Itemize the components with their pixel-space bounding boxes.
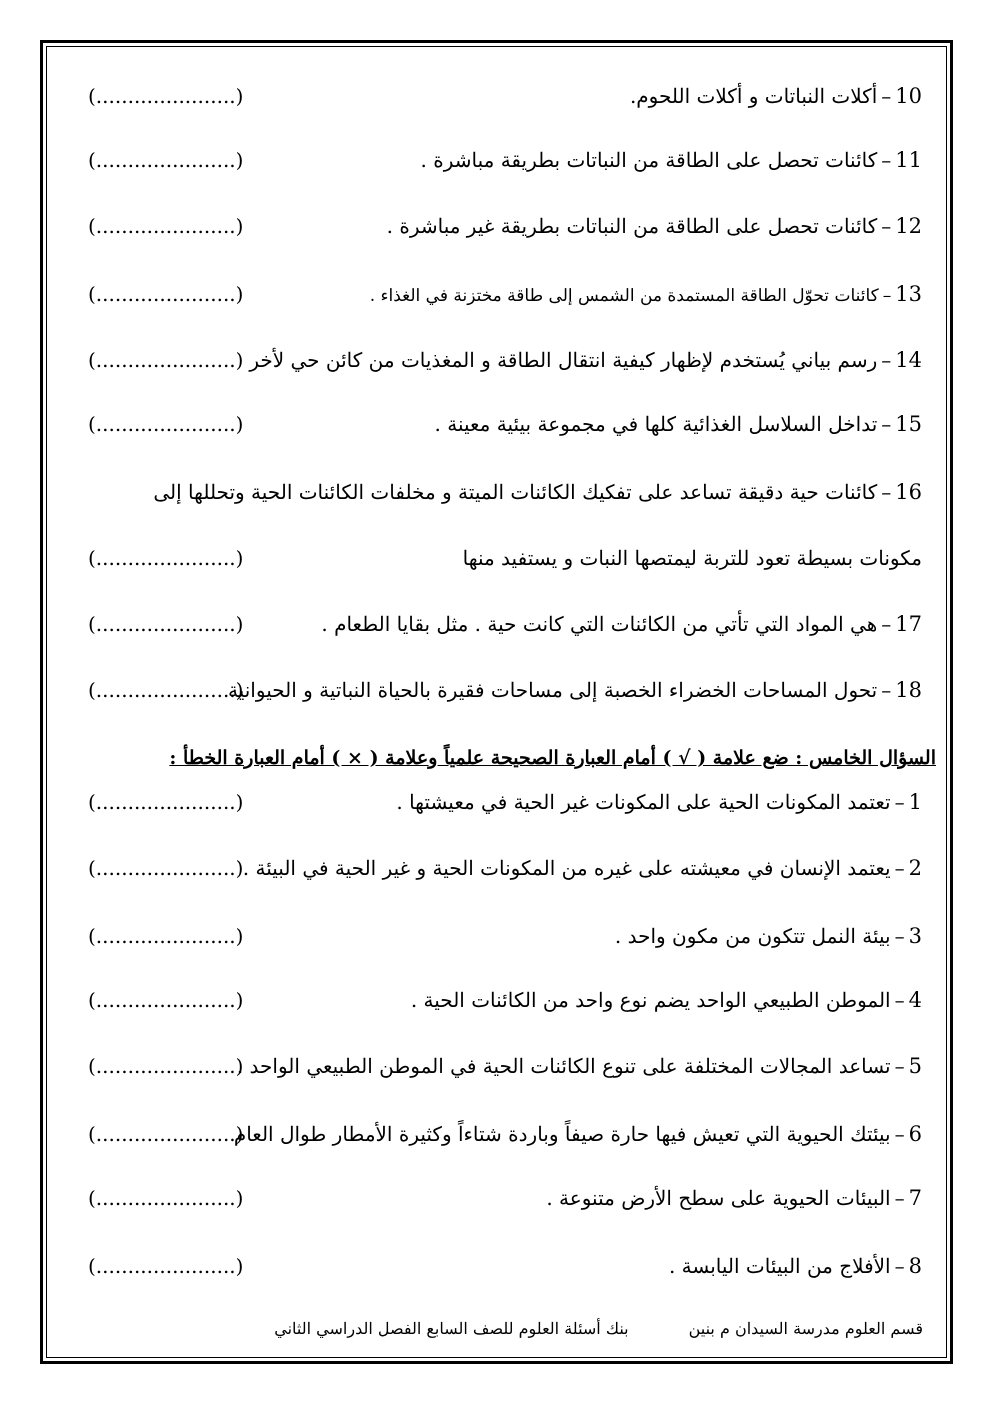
answer-blank[interactable]: (......................) [88, 282, 244, 306]
question-row: 11–كائنات تحصل على الطاقة من النباتات بطريقة مباشرة . (......................) [60, 140, 922, 180]
question-number: 13 [895, 282, 922, 306]
question-row: 10–أكلات النباتات و أكلات اللحوم. (......................) [60, 76, 922, 116]
question-number: 10 [895, 84, 922, 108]
question-row: 2–يعتمد الإنسان في معيشته على غيره من المكونات الحية و غير الحية في البيئة . (......................) [60, 848, 922, 888]
question-text: الأفلاج من البيئات اليابسة . [668, 1254, 891, 1278]
question-text: أكلات النباتات و أكلات اللحوم. [629, 84, 878, 108]
question-number: 5 [908, 1054, 922, 1078]
question-number: 15 [895, 412, 922, 436]
question-row: 13–كائنات تحوّل الطاقة المستمدة من الشمس إلى طاقة مختزنة في الغذاء . (......................) [60, 274, 922, 314]
answer-blank[interactable]: (......................) [88, 546, 244, 570]
footer-school: قسم العلوم مدرسة السيدان م بنين [688, 1319, 923, 1338]
question-number: 14 [895, 348, 922, 372]
question-text: البيئات الحيوية على سطح الأرض متنوعة . [546, 1186, 891, 1210]
answer-blank[interactable]: (......................) [88, 988, 244, 1012]
question-row: 4–الموطن الطبيعي الواحد يضم نوع واحد من الكائنات الحية . (......................) [60, 980, 922, 1020]
question-number: 6 [908, 1122, 922, 1146]
question-number: 16 [895, 480, 922, 504]
answer-blank[interactable]: (......................) [88, 148, 244, 172]
question-row: 17–هي المواد التي تأتي من الكائنات التي كانت حية . مثل بقايا الطعام . (......................) [60, 604, 922, 644]
answer-blank[interactable]: (......................) [88, 214, 244, 238]
question-row: 6–بيئتك الحيوية التي تعيش فيها حارة صيفاً وباردة شتاءاً وكثيرة الأمطار طوال العام (......................) [60, 1114, 922, 1154]
question-text: كائنات حية دقيقة تساعد على تفكيك الكائنات الميتة و مخلفات الكائنات الحية وتحللها إلى [153, 480, 878, 504]
answer-blank[interactable]: (......................) [88, 412, 244, 436]
question-row: 14–رسم بياني يُستخدم لإظهار كيفية انتقال الطاقة و المغذيات من كائن حي لأخر (......................) [60, 340, 922, 380]
page-footer [220, 1314, 923, 1344]
question-text: الموطن الطبيعي الواحد يضم نوع واحد من الكائنات الحية . [410, 988, 891, 1012]
answer-blank[interactable]: (......................) [88, 1254, 244, 1278]
question-text: هي المواد التي تأتي من الكائنات التي كانت حية . مثل بقايا الطعام . [321, 612, 878, 636]
question-text: مكونات بسيطة تعود للتربة ليمتصها النبات و يستفيد منها [462, 546, 922, 570]
question-number: 12 [895, 214, 922, 238]
question-number: 18 [895, 678, 922, 702]
answer-blank[interactable]: (......................) [88, 1186, 244, 1210]
question-text: تحول المساحات الخضراء الخصبة إلى مساحات فقيرة بالحياة النباتية و الحيوانية [227, 678, 878, 702]
question-text: كائنات تحصل على الطاقة من النباتات بطريقة غير مباشرة . [386, 214, 878, 238]
question-number: 1 [908, 790, 922, 814]
question-row: 5–تساعد المجالات المختلفة على تنوع الكائنات الحية في الموطن الطبيعي الواحد . (......................) [60, 1046, 922, 1086]
footer-bank: بنك أسئلة العلوم للصف السابع الفصل الدراسي الثاني [274, 1319, 629, 1338]
section-heading: السؤال الخامس : ضع علامة ( √ ) أمام العبارة الصحيحة علمياً وعلامة ( × ) أمام العبارة الخطأ : [169, 747, 936, 769]
question-row: 18–تحول المساحات الخضراء الخصبة إلى مساحات فقيرة بالحياة النباتية و الحيوانية (......................) [60, 670, 922, 710]
question-row: 3–بيئة النمل تتكون من مكون واحد . (......................) [60, 916, 922, 956]
question-row: 15–تداخل السلاسل الغذائية كلها في مجموعة بيئية معينة . (......................) [60, 404, 922, 444]
answer-blank[interactable]: (......................) [88, 1054, 244, 1078]
question-number: 17 [895, 612, 922, 636]
question-row: 8–الأفلاج من البيئات اليابسة . (......................) [60, 1246, 922, 1286]
question-text: كائنات تحصل على الطاقة من النباتات بطريقة مباشرة . [420, 148, 878, 172]
question-number: 11 [895, 148, 922, 172]
question-row: 7–البيئات الحيوية على سطح الأرض متنوعة . (......................) [60, 1178, 922, 1218]
question-text: بيئة النمل تتكون من مكون واحد . [614, 924, 891, 948]
question-text: يعتمد الإنسان في معيشته على غيره من المكونات الحية و غير الحية في البيئة . [242, 856, 891, 880]
answer-blank[interactable]: (......................) [88, 84, 244, 108]
question-text: رسم بياني يُستخدم لإظهار كيفية انتقال الطاقة و المغذيات من كائن حي لأخر [249, 348, 878, 372]
question-row: 12–كائنات تحصل على الطاقة من النباتات بطريقة غير مباشرة . (......................) [60, 206, 922, 246]
answer-blank[interactable]: (......................) [88, 348, 244, 372]
question-row [60, 538, 922, 578]
question-number: 2 [908, 856, 922, 880]
answer-blank[interactable]: (......................) [88, 678, 244, 702]
question-number: 4 [908, 988, 922, 1012]
question-text: بيئتك الحيوية التي تعيش فيها حارة صيفاً وباردة شتاءاً وكثيرة الأمطار طوال العام [233, 1122, 891, 1146]
question-row: 1–تعتمد المكونات الحية على المكونات غير الحية في معيشتها . (......................) [60, 782, 922, 822]
question-text: تداخل السلاسل الغذائية كلها في مجموعة بيئية معينة . [434, 412, 878, 436]
question-number: 3 [908, 924, 922, 948]
question-number: 8 [908, 1254, 922, 1278]
answer-blank[interactable]: (......................) [88, 1122, 244, 1146]
question-text: تساعد المجالات المختلفة على تنوع الكائنات الحية في الموطن الطبيعي الواحد . [236, 1054, 891, 1078]
question-text: كائنات تحوّل الطاقة المستمدة من الشمس إلى طاقة مختزنة في الغذاء . [369, 286, 879, 306]
answer-blank[interactable]: (......................) [88, 856, 244, 880]
answer-blank[interactable]: (......................) [88, 790, 244, 814]
answer-blank[interactable]: (......................) [88, 612, 244, 636]
question-text: تعتمد المكونات الحية على المكونات غير الحية في معيشتها . [396, 790, 891, 814]
answer-blank[interactable]: (......................) [88, 924, 244, 948]
question-row: 16–كائنات حية دقيقة تساعد على تفكيك الكائنات الميتة و مخلفات الكائنات الحية وتحللها إلى [153, 480, 922, 504]
question-number: 7 [908, 1186, 922, 1210]
